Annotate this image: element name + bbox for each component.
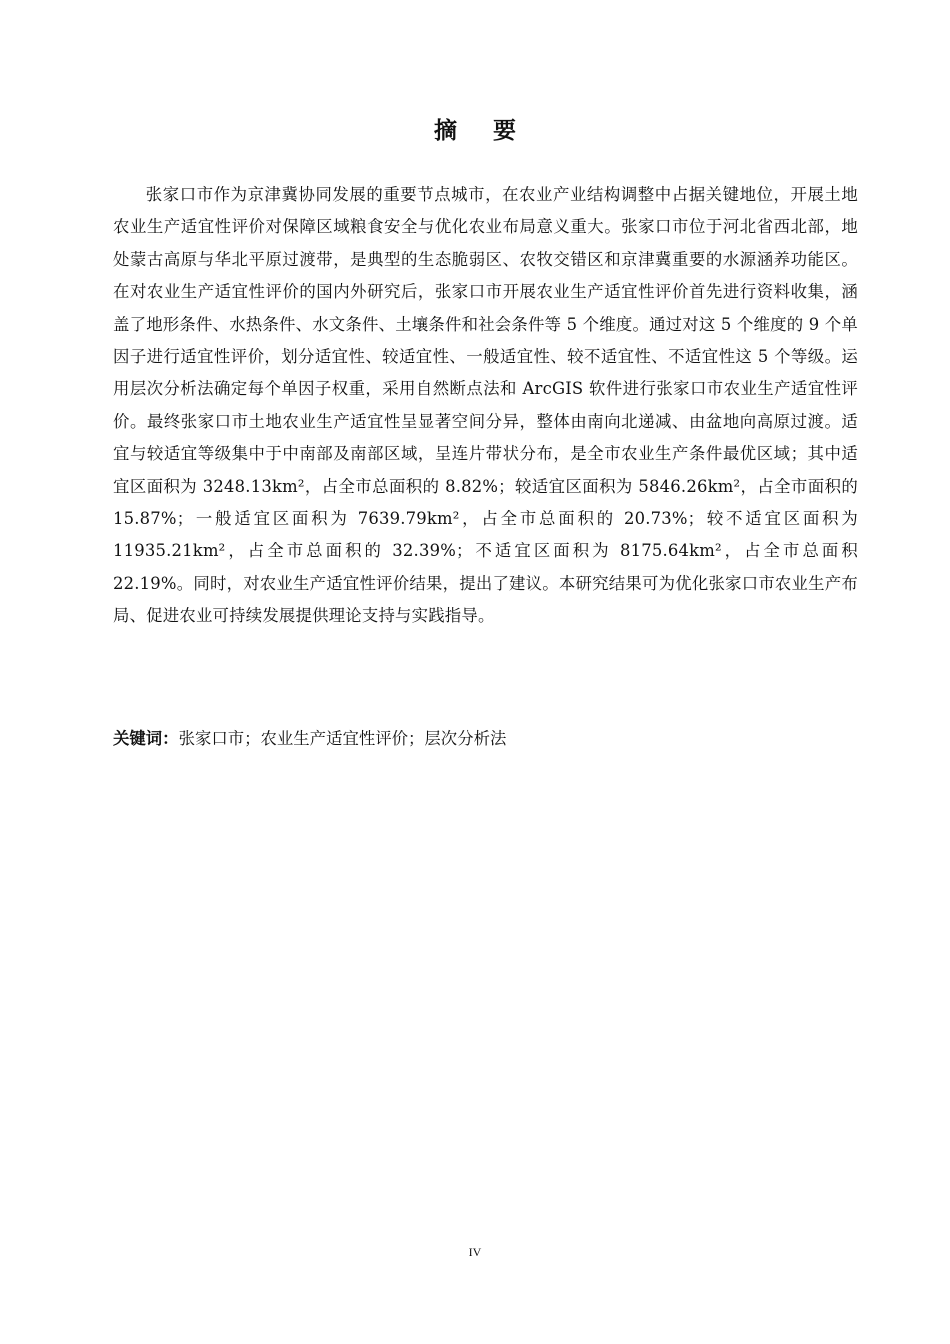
keywords-line <box>113 723 858 755</box>
abstract-body: 张家口市作为京津冀协同发展的重要节点城市，在农业产业结构调整中占据关键地位，开展土地农业生产适宜性评价对保障区域粮食安全与优化农业布局意义重大。张家口市位于河北省西北部，地处蒙古高原与华北平原过渡带，是典型的生态脆弱区、农牧交错区和京津冀重要的水源涵养功能区。在对农业生产适宜性评价的国内外研究后，张家口市开展农业生产适宜性评价首先进行资料收集，涵盖了地形条件、水热条件、水文条件、土壤条件和社会条件等 5 个维度。通过对这 5 个维度的 9 个单因子进行适宜性评价，划分适宜性、较适宜性、一般适宜性、较不适宜性、不适宜性这 5 个等级。运用层次分析法确定每个单因子权重，采用自然断点法和 ArcGIS 软件进行张家口市农业生产适宜性评价。最终张家口市土地农业生产适宜性呈显著空间分异，整体由南向北递减、由盆地向高原过渡。适宜与较适宜等级集中于中南部及南部区域，呈连片带状分布，是全市农业生产条件最优区域；其中适宜区面积为 3248.13km²，占全市总面积的 8.82%；较适宜区面积为 5846.26km²，占全市面积的 15.87%；一般适宜区面积为 7639.79km²，占全市总面积的 20.73%；较不适宜区面积为 11935.21km²，占全市总面积的 32.39%；不适宜区面积为 8175.64km²，占全市总面积 22.19%。同时，对农业生产适宜性评价结果，提出了建议。本研究结果可为优化张家口市农业生产布局、促进农业可持续发展提供理论支持与实践指导。 <box>113 185 858 626</box>
page-title: 摘要 <box>434 118 552 144</box>
keywords-label: 关键词： <box>113 729 179 748</box>
page-number: IV <box>468 1245 482 1259</box>
keywords-text: 张家口市；农业生产适宜性评价；层次分析法 <box>178 729 507 748</box>
